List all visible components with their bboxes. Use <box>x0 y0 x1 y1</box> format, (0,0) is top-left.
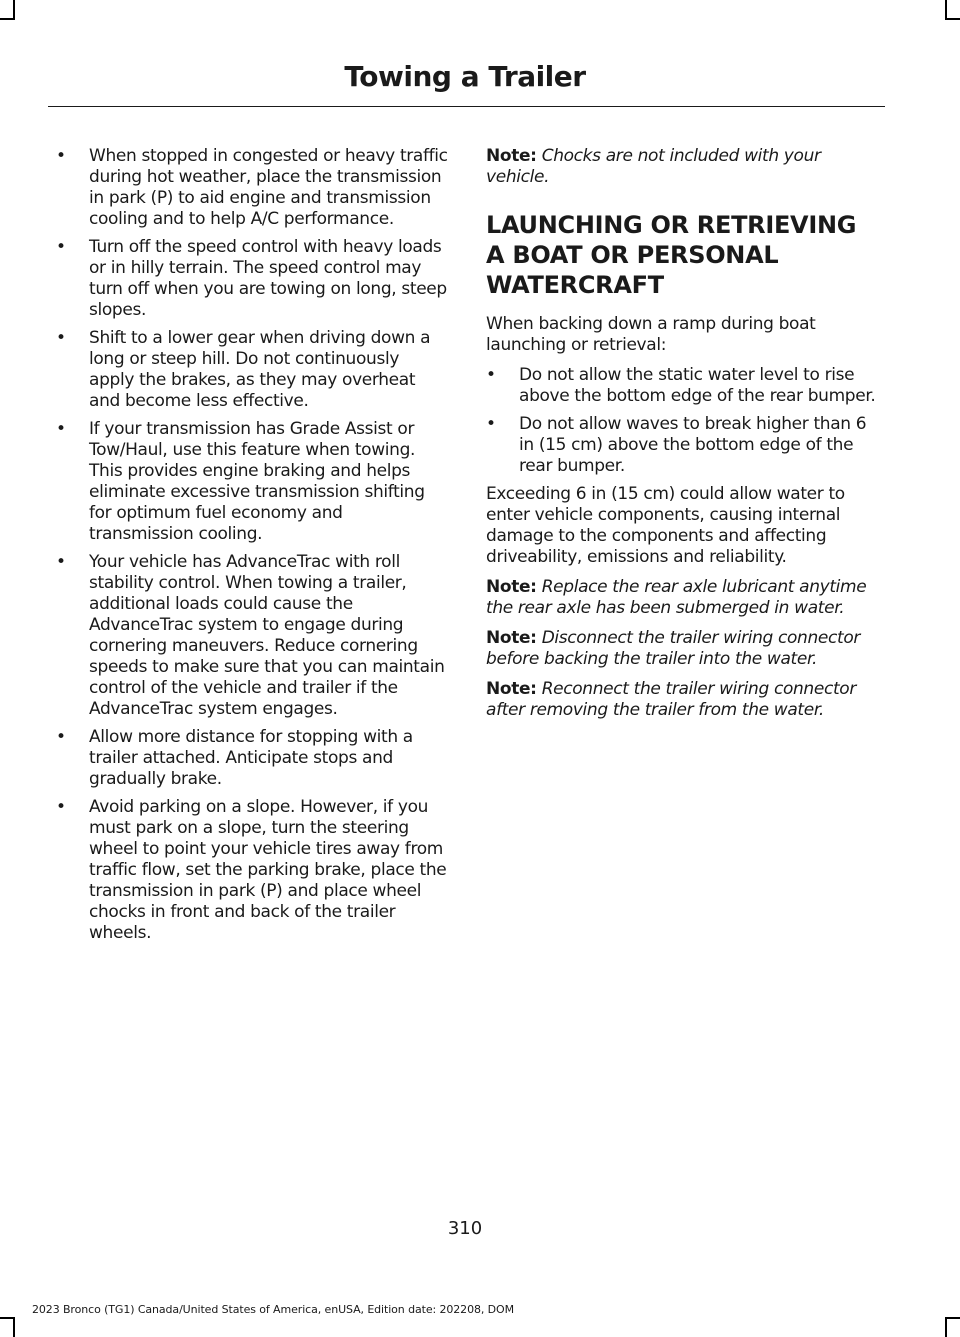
list-item: • When stopped in congested or heavy traffic during hot weather, place the transmission in park (P) to aid engine and transmission cooling and to help A/C performance. <box>56 146 448 229</box>
intro-paragraph: When backing down a ramp during boat launching or retrieval: <box>486 314 816 355</box>
list-item: • Avoid parking on a slope. However, if you must park on a slope, turn the steering wheel to point your vehicle tires away from traffic flow, set the parking brake, place the transmission in park (P) and place wheel chocks in front and back of the trailer wheels. <box>56 797 447 943</box>
list-item: • Shift to a lower gear when driving down a long or steep hill. Do not continuously apply the brakes, as they may overheat and become less effective. <box>56 328 431 411</box>
note: Note: Replace the rear axle lubricant anytime the rear axle has been submerged in water. <box>486 577 867 618</box>
bullet-icon: • <box>56 237 66 257</box>
crop-mark <box>945 1317 947 1337</box>
crop-mark <box>945 1317 960 1319</box>
bullet-icon: • <box>486 365 496 385</box>
right-column <box>486 146 882 730</box>
list-item: • Do not allow the static water level to rise above the bottom edge of the rear bumper. <box>486 365 876 406</box>
bullet-icon: • <box>56 146 66 166</box>
page-title: Towing a Trailer <box>344 60 586 93</box>
towing-tips-list <box>56 146 448 944</box>
body-paragraph: Exceeding 6 in (15 cm) could allow water to enter vehicle components, causing internal damage to the components and affecting driveability, emissions and reliability. <box>486 484 845 567</box>
list-item: • Allow more distance for stopping with a trailer attached. Anticipate stops and gradually brake. <box>56 727 413 789</box>
crop-mark <box>945 18 960 20</box>
note: Note: Reconnect the trailer wiring connector after removing the trailer from the water. <box>486 679 856 720</box>
bullet-icon: • <box>56 552 66 572</box>
crop-mark <box>13 0 15 20</box>
boat-launch-list <box>486 365 882 477</box>
note: Note: Disconnect the trailer wiring connector before backing the trailer into the water. <box>486 628 861 669</box>
crop-mark <box>0 18 15 20</box>
list-item: • Your vehicle has AdvanceTrac with roll stability control. When towing a trailer, additional loads could cause the AdvanceTrac system to engage during cornering maneuvers. Reduce cornering speeds to make sure that you can maintain control of the vehicle and trailer if the AdvanceTrac system engages. <box>56 552 445 719</box>
list-item: • Do not allow waves to break higher than 6 in (15 cm) above the bottom edge of the rear bumper. <box>486 414 867 476</box>
bullet-icon: • <box>56 328 66 348</box>
list-item: • Turn off the speed control with heavy loads or in hilly terrain. The speed control may turn off when you are towing on long, steep slopes. <box>56 237 447 320</box>
crop-mark <box>945 0 947 20</box>
list-item: • If your transmission has Grade Assist or Tow/Haul, use this feature when towing. This provides engine braking and helps eliminate excessive transmission shifting for optimum fuel economy and transmission cooling. <box>56 419 425 544</box>
page-number: 310 <box>447 1218 483 1239</box>
bullet-icon: • <box>56 419 66 439</box>
section-heading: LAUNCHING OR RETRIEVING A BOAT OR PERSONAL WATERCRAFT <box>486 211 857 299</box>
crop-mark <box>13 1317 15 1337</box>
header-divider <box>48 106 885 107</box>
crop-mark <box>0 1317 15 1319</box>
bullet-icon: • <box>56 727 66 747</box>
bullet-icon: • <box>486 414 496 434</box>
footer-edition-info: 2023 Bronco (TG1) Canada/United States of America, enUSA, Edition date: 202208, DOM <box>32 1303 514 1316</box>
note: Note: Chocks are not included with your vehicle. <box>486 146 821 187</box>
bullet-icon: • <box>56 797 66 817</box>
left-column <box>56 146 448 951</box>
